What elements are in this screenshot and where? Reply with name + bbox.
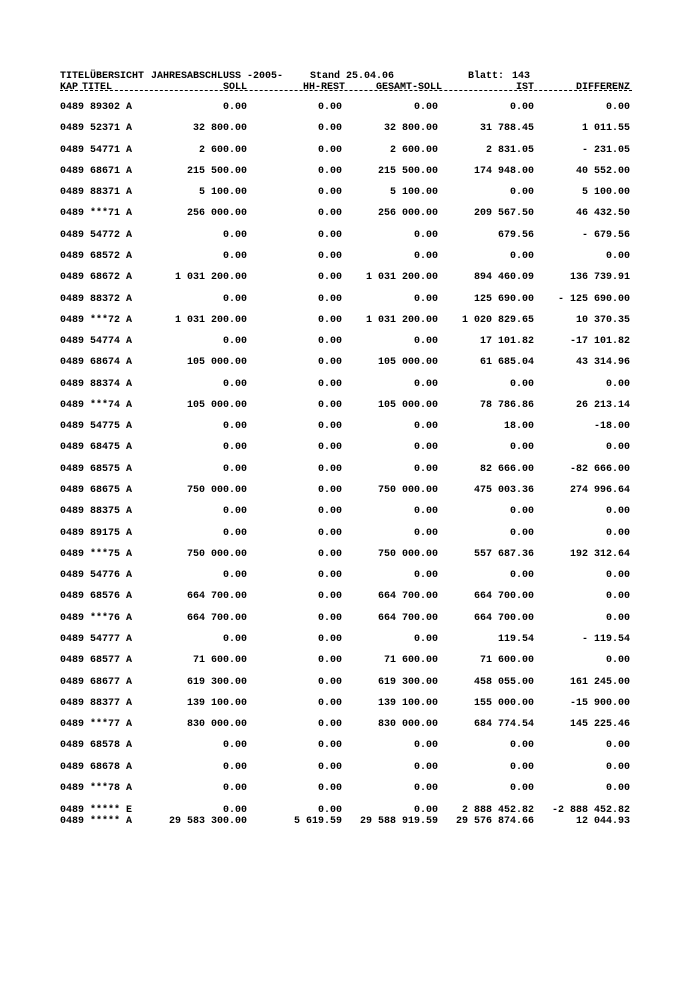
table-row — [0, 762, 700, 773]
cell-hh-rest: 0.00 — [317, 208, 342, 220]
report-date: Stand 25.04.06 — [310, 71, 395, 82]
table-row — [0, 336, 700, 347]
cell-soll: 0.00 — [222, 527, 247, 539]
cell-hh-rest: 0.00 — [317, 805, 342, 816]
cell-ist: 155 000.00 — [473, 697, 534, 709]
cell-differenz: - 119.54 — [581, 634, 630, 645]
cell-ist: 0.00 — [509, 506, 534, 518]
cell-kap: 0489 — [60, 421, 85, 433]
cell-titel: 88372 A — [90, 293, 133, 305]
table-row — [0, 208, 700, 219]
cell-differenz: - 231.05 — [581, 144, 630, 156]
cell-soll: 1 031 200.00 — [174, 272, 247, 284]
cell-ist: 0.00 — [509, 782, 534, 794]
cell-soll: 0.00 — [222, 740, 247, 752]
cell-soll: 750 000.00 — [186, 548, 247, 560]
cell-kap: 0489 — [60, 272, 85, 284]
cell-differenz: 274 996.64 — [569, 485, 630, 497]
table-row — [0, 123, 700, 134]
cell-titel: ***** A — [90, 816, 133, 827]
column-header-soll: SOLL — [222, 82, 247, 93]
cell-kap: 0489 — [60, 102, 85, 113]
cell-kap: 0489 — [60, 357, 85, 369]
cell-titel: 54774 A — [90, 336, 133, 348]
table-row — [0, 634, 700, 645]
cell-ist: 71 600.00 — [479, 655, 534, 667]
cell-ist: 119.54 — [497, 634, 534, 645]
cell-gesamt-soll: 1 031 200.00 — [365, 314, 438, 326]
cell-gesamt-soll: 0.00 — [413, 527, 438, 539]
cell-ist: 2 831.05 — [485, 144, 534, 156]
cell-soll: 29 583 300.00 — [168, 816, 247, 827]
table-row — [0, 102, 700, 113]
table-row — [0, 570, 700, 581]
cell-soll: 105 000.00 — [186, 399, 247, 411]
cell-titel: 68578 A — [90, 740, 133, 752]
cell-differenz: 0.00 — [605, 250, 630, 262]
cell-titel: 68475 A — [90, 442, 133, 454]
cell-titel: 68678 A — [90, 761, 133, 773]
cell-kap: 0489 — [60, 612, 85, 624]
cell-titel: 68677 A — [90, 676, 133, 688]
cell-gesamt-soll: 0.00 — [413, 250, 438, 262]
cell-hh-rest: 0.00 — [317, 144, 342, 156]
cell-soll: 1 031 200.00 — [174, 314, 247, 326]
table-row — [0, 783, 700, 794]
cell-differenz: -17 101.82 — [569, 336, 630, 348]
cell-differenz: 0.00 — [605, 782, 630, 794]
cell-gesamt-soll: 1 031 200.00 — [365, 272, 438, 284]
cell-soll: 0.00 — [222, 463, 247, 475]
cell-gesamt-soll: 0.00 — [413, 102, 438, 113]
cell-soll: 0.00 — [222, 506, 247, 518]
cell-kap: 0489 — [60, 293, 85, 305]
cell-titel: 88377 A — [90, 697, 133, 709]
cell-differenz: 0.00 — [605, 102, 630, 113]
cell-ist: 31 788.45 — [479, 123, 534, 135]
cell-titel: 88371 A — [90, 187, 133, 199]
table-row — [0, 528, 700, 539]
cell-differenz: 0.00 — [605, 591, 630, 603]
cell-soll: 5 100.00 — [198, 187, 247, 199]
cell-gesamt-soll: 830 000.00 — [377, 719, 438, 731]
cell-soll: 0.00 — [222, 102, 247, 113]
cell-kap: 0489 — [60, 123, 85, 135]
cell-ist: 0.00 — [509, 102, 534, 113]
cell-gesamt-soll: 2 600.00 — [389, 144, 438, 156]
cell-kap: 0489 — [60, 655, 85, 667]
cell-ist: 174 948.00 — [473, 165, 534, 177]
cell-gesamt-soll: 0.00 — [413, 740, 438, 752]
column-header-gesamt-soll: GESAMT-SOLL — [376, 82, 443, 93]
cell-ist: 0.00 — [509, 378, 534, 390]
cell-ist: 82 666.00 — [479, 463, 534, 475]
cell-ist: 0.00 — [509, 570, 534, 582]
cell-hh-rest: 0.00 — [317, 591, 342, 603]
cell-titel: ***74 A — [90, 399, 133, 411]
table-row — [0, 698, 700, 709]
table-row — [0, 230, 700, 241]
cell-hh-rest: 0.00 — [317, 463, 342, 475]
cell-kap: 0489 — [60, 591, 85, 603]
cell-soll: 0.00 — [222, 761, 247, 773]
cell-ist: 0.00 — [509, 250, 534, 262]
cell-ist: 0.00 — [509, 740, 534, 752]
cell-hh-rest: 0.00 — [317, 612, 342, 624]
cell-kap: 0489 — [60, 527, 85, 539]
cell-ist: 664 700.00 — [473, 591, 534, 603]
cell-titel: ***75 A — [90, 548, 133, 560]
cell-differenz: 0.00 — [605, 612, 630, 624]
cell-titel: 89302 A — [90, 102, 133, 113]
cell-titel: 88375 A — [90, 506, 133, 518]
cell-differenz: 0.00 — [605, 506, 630, 518]
cell-soll: 664 700.00 — [186, 612, 247, 624]
cell-titel: ***** E — [90, 805, 133, 816]
cell-hh-rest: 0.00 — [317, 761, 342, 773]
cell-hh-rest: 0.00 — [317, 357, 342, 369]
cell-hh-rest: 0.00 — [317, 655, 342, 667]
cell-titel: ***77 A — [90, 719, 133, 731]
cell-kap: 0489 — [60, 250, 85, 262]
cell-titel: ***78 A — [90, 782, 133, 794]
cell-soll: 0.00 — [222, 229, 247, 241]
cell-differenz: 161 245.00 — [569, 676, 630, 688]
cell-titel: 54772 A — [90, 229, 133, 241]
cell-hh-rest: 0.00 — [317, 527, 342, 539]
cell-ist: 29 576 874.66 — [455, 816, 534, 827]
cell-kap: 0489 — [60, 634, 85, 645]
table-row — [0, 294, 700, 305]
cell-ist: 0.00 — [509, 442, 534, 454]
cell-gesamt-soll: 0.00 — [413, 293, 438, 305]
cell-kap: 0489 — [60, 144, 85, 156]
cell-hh-rest: 0.00 — [317, 506, 342, 518]
cell-titel: ***76 A — [90, 612, 133, 624]
cell-differenz: 26 213.14 — [575, 399, 630, 411]
cell-titel: 68671 A — [90, 165, 133, 177]
cell-kap: 0489 — [60, 442, 85, 454]
cell-kap: 0489 — [60, 761, 85, 773]
cell-ist: 18.00 — [503, 421, 534, 433]
column-header-titel: TITEL — [82, 82, 113, 93]
report-subtitle: JAHRESABSCHLUSS -2005- — [151, 71, 284, 82]
cell-hh-rest: 0.00 — [317, 378, 342, 390]
cell-gesamt-soll: 0.00 — [413, 634, 438, 645]
table-row — [0, 591, 700, 602]
cell-gesamt-soll: 0.00 — [413, 442, 438, 454]
table-row — [0, 357, 700, 368]
table-row — [0, 166, 700, 177]
cell-ist: 0.00 — [509, 761, 534, 773]
table-row — [0, 251, 700, 262]
cell-gesamt-soll: 0.00 — [413, 761, 438, 773]
cell-hh-rest: 0.00 — [317, 293, 342, 305]
cell-gesamt-soll: 750 000.00 — [377, 548, 438, 560]
cell-ist: 475 003.36 — [473, 485, 534, 497]
cell-hh-rest: 0.00 — [317, 676, 342, 688]
cell-gesamt-soll: 5 100.00 — [389, 187, 438, 199]
cell-ist: 664 700.00 — [473, 612, 534, 624]
cell-kap: 0489 — [60, 740, 85, 752]
table-row — [0, 655, 700, 666]
cell-kap: 0489 — [60, 782, 85, 794]
cell-kap: 0489 — [60, 378, 85, 390]
cell-ist: 17 101.82 — [479, 336, 534, 348]
cell-soll: 0.00 — [222, 250, 247, 262]
cell-gesamt-soll: 32 800.00 — [383, 123, 438, 135]
cell-kap: 0489 — [60, 463, 85, 475]
cell-differenz: 0.00 — [605, 740, 630, 752]
cell-hh-rest: 0.00 — [317, 187, 342, 199]
cell-gesamt-soll: 0.00 — [413, 421, 438, 433]
cell-gesamt-soll: 664 700.00 — [377, 612, 438, 624]
cell-titel: ***71 A — [90, 208, 133, 220]
total-row-a — [0, 816, 700, 827]
cell-titel: 54777 A — [90, 634, 133, 645]
cell-hh-rest: 0.00 — [317, 719, 342, 731]
cell-soll: 0.00 — [222, 442, 247, 454]
cell-kap: 0489 — [60, 697, 85, 709]
cell-soll: 256 000.00 — [186, 208, 247, 220]
cell-ist: 209 567.50 — [473, 208, 534, 220]
cell-differenz: -82 666.00 — [569, 463, 630, 475]
cell-differenz: -15 900.00 — [569, 697, 630, 709]
cell-ist: 78 786.86 — [479, 399, 534, 411]
table-row — [0, 400, 700, 411]
cell-differenz: 0.00 — [605, 761, 630, 773]
cell-differenz: - 125 690.00 — [557, 293, 630, 305]
cell-kap: 0489 — [60, 399, 85, 411]
cell-gesamt-soll: 71 600.00 — [383, 655, 438, 667]
cell-gesamt-soll: 750 000.00 — [377, 485, 438, 497]
cell-titel: 68576 A — [90, 591, 133, 603]
table-row — [0, 677, 700, 688]
cell-ist: 679.56 — [497, 229, 534, 241]
cell-differenz: 12 044.93 — [575, 816, 630, 827]
cell-hh-rest: 0.00 — [317, 634, 342, 645]
cell-hh-rest: 0.00 — [317, 442, 342, 454]
cell-titel: 68577 A — [90, 655, 133, 667]
cell-soll: 215 500.00 — [186, 165, 247, 177]
cell-soll: 0.00 — [222, 378, 247, 390]
cell-ist: 0.00 — [509, 187, 534, 199]
cell-hh-rest: 0.00 — [317, 697, 342, 709]
table-row — [0, 719, 700, 730]
cell-kap: 0489 — [60, 229, 85, 241]
cell-differenz: 5 100.00 — [581, 187, 630, 199]
cell-titel: 54771 A — [90, 144, 133, 156]
cell-gesamt-soll: 0.00 — [413, 378, 438, 390]
cell-titel: 89175 A — [90, 527, 133, 539]
cell-differenz: 0.00 — [605, 527, 630, 539]
cell-ist: 458 055.00 — [473, 676, 534, 688]
cell-gesamt-soll: 105 000.00 — [377, 399, 438, 411]
cell-kap: 0489 — [60, 719, 85, 731]
table-row — [0, 315, 700, 326]
cell-differenz: 192 312.64 — [569, 548, 630, 560]
cell-titel: 68674 A — [90, 357, 133, 369]
table-row — [0, 613, 700, 624]
page-label: Blatt: — [468, 71, 505, 82]
cell-hh-rest: 0.00 — [317, 229, 342, 241]
cell-differenz: 136 739.91 — [569, 272, 630, 284]
cell-kap: 0489 — [60, 676, 85, 688]
column-header-ist: IST — [515, 82, 534, 93]
cell-gesamt-soll: 0.00 — [413, 336, 438, 348]
cell-soll: 619 300.00 — [186, 676, 247, 688]
cell-differenz: 0.00 — [605, 655, 630, 667]
cell-kap: 0489 — [60, 548, 85, 560]
cell-differenz: 46 432.50 — [575, 208, 630, 220]
cell-hh-rest: 0.00 — [317, 272, 342, 284]
table-row — [0, 421, 700, 432]
cell-titel: 68575 A — [90, 463, 133, 475]
cell-kap: 0489 — [60, 485, 85, 497]
cell-gesamt-soll: 0.00 — [413, 570, 438, 582]
cell-hh-rest: 0.00 — [317, 250, 342, 262]
cell-differenz: -2 888 452.82 — [551, 805, 630, 816]
cell-hh-rest: 0.00 — [317, 165, 342, 177]
cell-hh-rest: 0.00 — [317, 102, 342, 113]
cell-kap: 0489 — [60, 506, 85, 518]
cell-ist: 61 685.04 — [479, 357, 534, 369]
cell-gesamt-soll: 29 588 919.59 — [359, 816, 438, 827]
cell-ist: 125 690.00 — [473, 293, 534, 305]
cell-kap: 0489 — [60, 816, 85, 827]
cell-gesamt-soll: 0.00 — [413, 506, 438, 518]
cell-titel: 52371 A — [90, 123, 133, 135]
cell-ist: 557 687.36 — [473, 548, 534, 560]
cell-kap: 0489 — [60, 208, 85, 220]
cell-soll: 0.00 — [222, 421, 247, 433]
cell-gesamt-soll: 256 000.00 — [377, 208, 438, 220]
cell-soll: 0.00 — [222, 293, 247, 305]
cell-kap: 0489 — [60, 570, 85, 582]
table-row — [0, 272, 700, 283]
cell-hh-rest: 0.00 — [317, 314, 342, 326]
cell-soll: 0.00 — [222, 782, 247, 794]
cell-ist: 684 774.54 — [473, 719, 534, 731]
cell-soll: 139 100.00 — [186, 697, 247, 709]
cell-hh-rest: 0.00 — [317, 782, 342, 794]
cell-hh-rest: 0.00 — [317, 548, 342, 560]
cell-soll: 830 000.00 — [186, 719, 247, 731]
cell-hh-rest: 0.00 — [317, 485, 342, 497]
cell-soll: 0.00 — [222, 634, 247, 645]
cell-kap: 0489 — [60, 314, 85, 326]
cell-hh-rest: 5 619.59 — [293, 816, 342, 827]
cell-ist: 2 888 452.82 — [461, 805, 534, 816]
cell-differenz: 0.00 — [605, 442, 630, 454]
cell-soll: 750 000.00 — [186, 485, 247, 497]
table-row — [0, 485, 700, 496]
cell-gesamt-soll: 0.00 — [413, 229, 438, 241]
cell-titel: 68672 A — [90, 272, 133, 284]
cell-differenz: 0.00 — [605, 570, 630, 582]
cell-titel: 68675 A — [90, 485, 133, 497]
cell-kap: 0489 — [60, 336, 85, 348]
cell-differenz: 10 370.35 — [575, 314, 630, 326]
cell-kap: 0489 — [60, 187, 85, 199]
header-separator — [60, 90, 632, 91]
table-row — [0, 464, 700, 475]
cell-titel: 88374 A — [90, 378, 133, 390]
column-header-kap: KAP — [60, 82, 79, 93]
cell-titel: 54775 A — [90, 421, 133, 433]
cell-soll: 0.00 — [222, 805, 247, 816]
cell-titel: 54776 A — [90, 570, 133, 582]
cell-ist: 894 460.09 — [473, 272, 534, 284]
cell-soll: 105 000.00 — [186, 357, 247, 369]
table-row — [0, 549, 700, 560]
report-title: TITELÜBERSICHT — [60, 71, 145, 82]
cell-differenz: -18.00 — [593, 421, 630, 433]
cell-hh-rest: 0.00 — [317, 740, 342, 752]
cell-differenz: 40 552.00 — [575, 165, 630, 177]
cell-gesamt-soll: 105 000.00 — [377, 357, 438, 369]
table-row — [0, 379, 700, 390]
cell-hh-rest: 0.00 — [317, 123, 342, 135]
cell-gesamt-soll: 0.00 — [413, 805, 438, 816]
cell-gesamt-soll: 0.00 — [413, 463, 438, 475]
cell-soll: 71 600.00 — [192, 655, 247, 667]
cell-gesamt-soll: 215 500.00 — [377, 165, 438, 177]
cell-differenz: - 679.56 — [581, 229, 630, 241]
table-row — [0, 187, 700, 198]
cell-gesamt-soll: 664 700.00 — [377, 591, 438, 603]
cell-titel: 68572 A — [90, 250, 133, 262]
table-row — [0, 145, 700, 156]
table-row — [0, 506, 700, 517]
cell-gesamt-soll: 139 100.00 — [377, 697, 438, 709]
cell-soll: 2 600.00 — [198, 144, 247, 156]
cell-differenz: 0.00 — [605, 378, 630, 390]
cell-differenz: 145 225.46 — [569, 719, 630, 731]
page-number: 143 — [512, 71, 531, 82]
cell-soll: 664 700.00 — [186, 591, 247, 603]
column-header-differenz: DIFFERENZ — [575, 82, 630, 93]
cell-hh-rest: 0.00 — [317, 570, 342, 582]
cell-ist: 0.00 — [509, 527, 534, 539]
cell-soll: 0.00 — [222, 570, 247, 582]
table-row — [0, 740, 700, 751]
cell-kap: 0489 — [60, 805, 85, 816]
cell-titel: ***72 A — [90, 314, 133, 326]
column-header-hh-rest: HH-REST — [303, 82, 346, 93]
cell-differenz: 43 314.96 — [575, 357, 630, 369]
cell-kap: 0489 — [60, 165, 85, 177]
cell-soll: 0.00 — [222, 336, 247, 348]
cell-hh-rest: 0.00 — [317, 336, 342, 348]
cell-hh-rest: 0.00 — [317, 421, 342, 433]
cell-hh-rest: 0.00 — [317, 399, 342, 411]
table-row — [0, 442, 700, 453]
cell-gesamt-soll: 619 300.00 — [377, 676, 438, 688]
cell-gesamt-soll: 0.00 — [413, 782, 438, 794]
cell-ist: 1 020 829.65 — [461, 314, 534, 326]
cell-soll: 32 800.00 — [192, 123, 247, 135]
cell-differenz: 1 011.55 — [581, 123, 630, 135]
total-row-e — [0, 805, 700, 816]
